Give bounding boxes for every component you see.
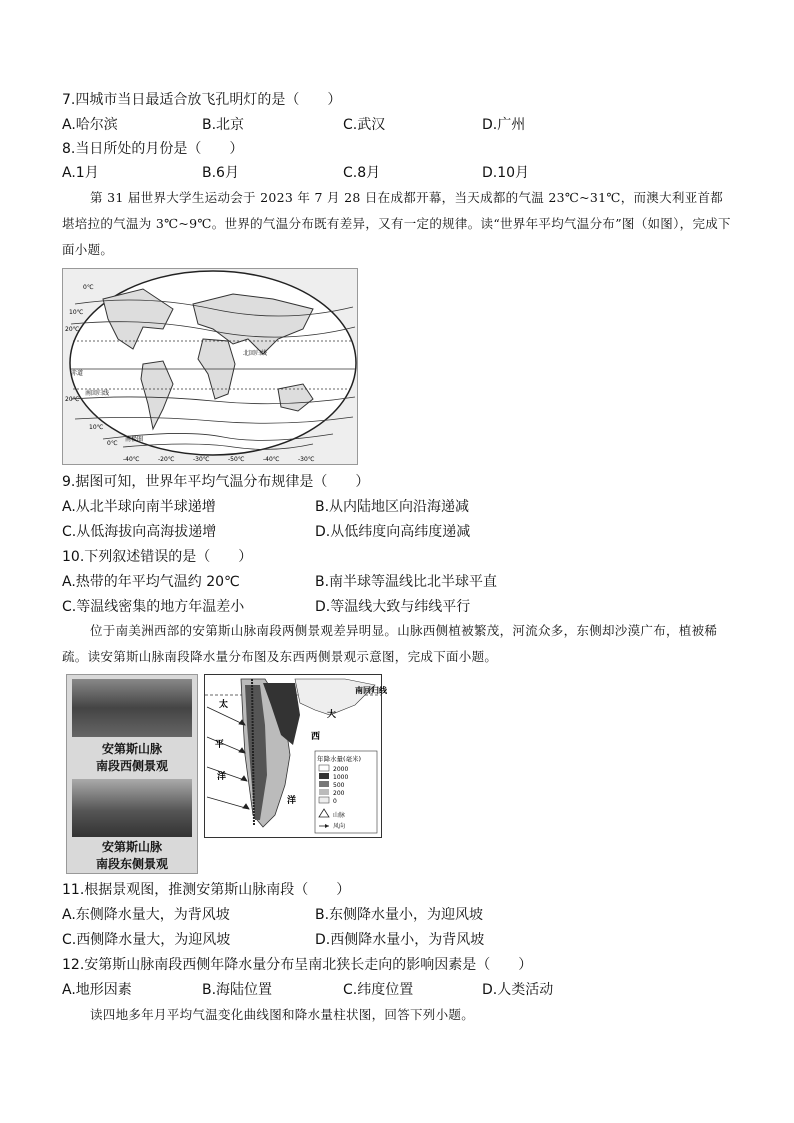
east-photo-image: [72, 779, 192, 837]
ocean-right-1: 大: [327, 710, 337, 720]
legend-item-3: 500: [333, 782, 345, 789]
ocean-left-3: 洋: [217, 772, 227, 782]
q7-option-a[interactable]: A.哈尔滨: [62, 117, 118, 133]
bottom-tick-2: -20℃: [158, 456, 175, 463]
q10-option-d[interactable]: D.等温线大致与纬线平行: [315, 599, 471, 615]
q7-option-d[interactable]: D.广州: [482, 117, 526, 133]
q11-option-a[interactable]: A.东侧降水量大，为背风坡: [62, 907, 230, 923]
legend-item-1: 2000: [333, 766, 349, 773]
west-photo-caption-2: 南段西侧景观: [95, 759, 168, 773]
q7-option-b[interactable]: B.北京: [202, 117, 245, 133]
q12-option-d[interactable]: D.人类活动: [482, 982, 554, 998]
bottom-tick-3: -30℃: [193, 456, 210, 463]
question-11-stem: 11.根据景观图，推测安第斯山脉南段（ ）: [62, 882, 351, 898]
q12-option-b[interactable]: B.海陆位置: [202, 982, 273, 998]
bottom-tick-5: -40℃: [263, 456, 280, 463]
legend-item-4: 200: [333, 790, 345, 797]
label-tropic-south-andes: 南回归线: [355, 686, 387, 695]
question-12-stem: 12.安第斯山脉南段西侧年降水量分布呈南北狭长走向的影响因素是（ ）: [62, 957, 533, 973]
q8-option-a[interactable]: A.1月: [62, 165, 99, 181]
ocean-right-3: 洋: [287, 796, 297, 806]
legend-mountain: 山脉: [333, 812, 346, 819]
west-photo-image: [72, 679, 192, 737]
left-tick-2: 10℃: [69, 309, 84, 316]
q10-option-b[interactable]: B.南半球等温线比北半球平直: [315, 574, 498, 590]
ocean-right-2: 西: [311, 732, 321, 742]
label-equator: 赤道: [71, 370, 84, 377]
q9-option-b[interactable]: B.从内陆地区向沿海递减: [315, 499, 470, 515]
andes-landscape-photos: [66, 674, 198, 874]
passage-andes: 位于南美洲西部的安第斯山脉南段两侧景观差异明显。山脉西侧植被繁茂，河流众多，东侧却沙漠广布，植被稀疏。读安第斯山脉南段降水量分布图及东西两侧景观示意图，完成下面小题。: [62, 623, 718, 664]
bottom-tick-1: -40℃: [123, 456, 140, 463]
east-photo-caption-1: 安第斯山脉: [101, 840, 162, 854]
q12-option-a[interactable]: A.地形因素: [62, 982, 132, 998]
west-photo-caption-1: 安第斯山脉: [101, 742, 162, 756]
question-7-stem: 7.四城市当日最适合放飞孔明灯的是（ ）: [62, 92, 342, 108]
left-tick-3: 20℃: [65, 326, 80, 333]
left-tick-5: 10℃: [89, 424, 104, 431]
q11-option-c[interactable]: C.西侧降水量大，为迎风坡: [62, 932, 231, 948]
q9-option-c[interactable]: C.从低海拔向高海拔递增: [62, 524, 217, 540]
q7-option-c[interactable]: C.武汉: [343, 117, 386, 133]
q12-option-c[interactable]: C.纬度位置: [343, 982, 414, 998]
label-antarctic: 南极圈: [125, 436, 144, 443]
legend-item-5: 0: [333, 798, 337, 805]
bottom-tick-6: -30℃: [298, 456, 315, 463]
q9-option-d[interactable]: D.从低纬度向高纬度递减: [315, 524, 471, 540]
left-tick-4: 20℃: [65, 396, 80, 403]
q10-option-c[interactable]: C.等温线密集的地方年温差小: [62, 599, 245, 615]
ocean-left-1: 太: [219, 700, 229, 710]
q8-option-d[interactable]: D.10月: [482, 165, 530, 181]
q11-option-b[interactable]: B.东侧降水量小，为迎风坡: [315, 907, 484, 923]
east-photo-caption-2: 南段东侧景观: [95, 857, 168, 871]
left-tick-6: 0℃: [107, 440, 118, 447]
legend-item-2: 1000: [333, 774, 349, 781]
q10-option-a[interactable]: A.热带的年平均气温约 20℃: [62, 574, 240, 590]
question-8-stem: 8.当日所处的月份是（ ）: [62, 141, 244, 157]
q9-option-a[interactable]: A.从北半球向南半球递增: [62, 499, 216, 515]
q11-option-d[interactable]: D.西侧降水量小，为背风坡: [315, 932, 485, 948]
q8-option-b[interactable]: B.6月: [202, 165, 239, 181]
passage-climate-charts: 读四地多年月平均气温变化曲线图和降水量柱状图，回答下列小题。: [90, 1007, 475, 1022]
passage-temperature: 第 31 届世界大学生运动会于 2023 年 7 月 28 日在成都开幕，当天成都的气温 23℃~31℃，而澳大利亚首都堪培拉的气温为 3℃~9℃。世界的气温分布既有差异，又有一定的规律。读“世界年平均气温分布”图（如图），完成下面小题。: [62, 190, 731, 257]
ocean-left-2: 平: [215, 740, 225, 750]
left-tick-1: 0℃: [83, 284, 94, 291]
legend-wind: 风向: [333, 823, 346, 830]
label-tropic-south: 南回归线: [85, 390, 110, 397]
q8-option-c[interactable]: C.8月: [343, 165, 381, 181]
question-9-stem: 9.据图可知，世界年平均气温分布规律是（ ）: [62, 474, 370, 490]
andes-precipitation-map: [204, 674, 387, 838]
legend-title: 年降水量(毫米): [317, 755, 362, 763]
world-temperature-map: [62, 268, 358, 465]
bottom-tick-4: -50℃: [228, 456, 245, 463]
question-10-stem: 10.下列叙述错误的是（ ）: [62, 549, 253, 565]
label-tropic-north: 北回归线: [243, 350, 268, 357]
